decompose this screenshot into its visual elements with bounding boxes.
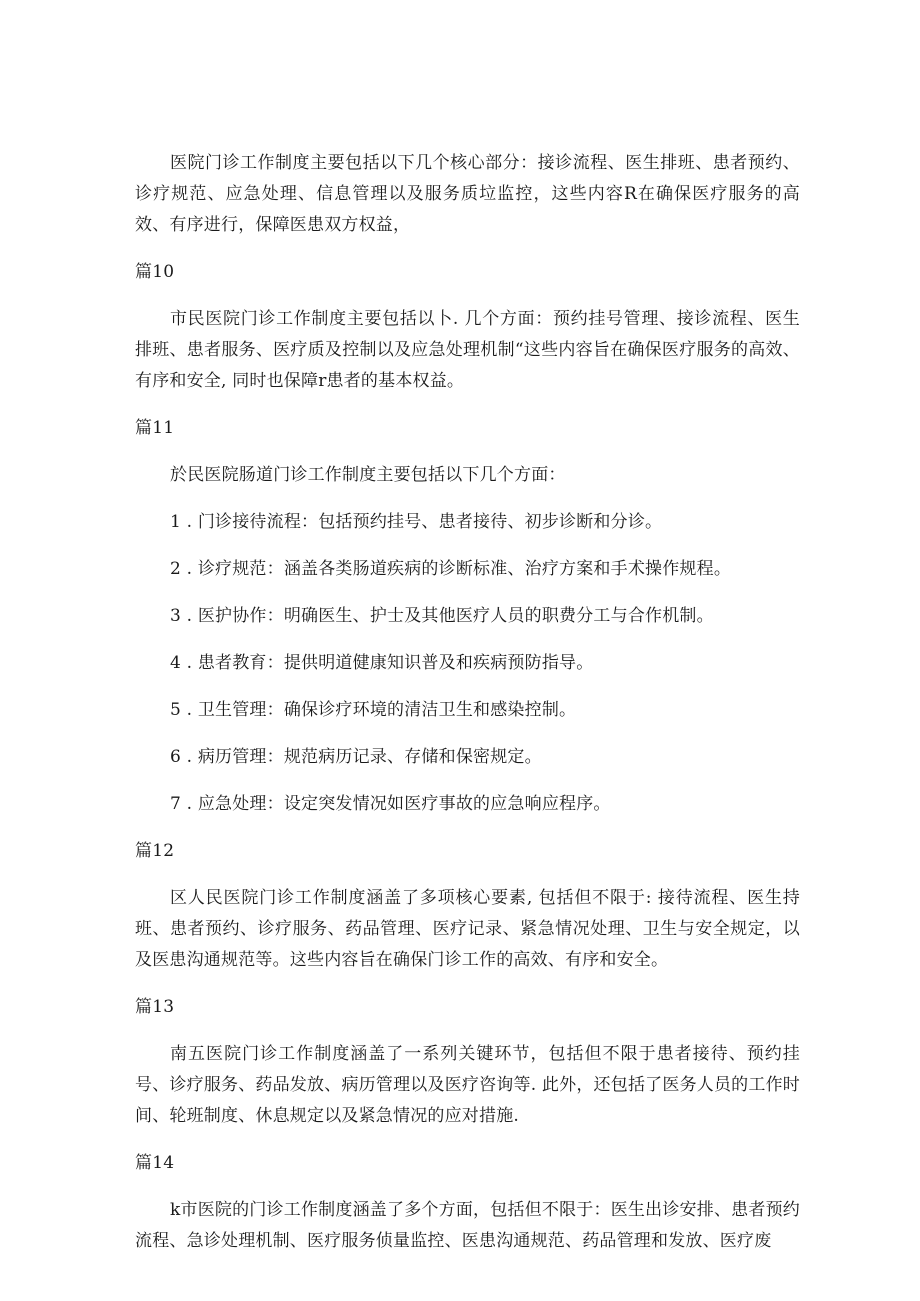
list-item: 5 . 卫生管理：确保诊疗环境的清洁卫生和感染控制。 <box>170 700 577 720</box>
section-12-paragraph: 区人民医院门诊工作制度涵盖了多项核心要素, 包括但不限于: 接待流程、医生持班、患者预约、诊疗服务、药品管理、医疗记录、紧急情况处理、卫生与安全规定，以及医患沟通规范等。这些内容旨在确保门诊工作的高效、有序和安全。 <box>135 888 800 970</box>
section-14-paragraph: k市医院的门诊工作制度涵盖了多个方面，包括但不限于：医生出诊安排、患者预约流程、急诊处理机制、医疗服务侦量监控、医患沟通规范、药品管理和发放、医疗废 <box>135 1200 800 1251</box>
section-heading-12: 篇12 <box>135 841 175 861</box>
section-heading-13: 篇13 <box>135 997 175 1017</box>
list-item: 3 . 医护协作：明确医生、护士及其他医疗人员的职费分工与合作机制。 <box>170 606 714 626</box>
list-item: 1 . 门诊接待流程：包括预约挂号、患者接待、初步诊断和分诊。 <box>170 512 663 532</box>
list-item: 7 . 应急处理：设定突发情况如医疗事故的应急响应程序。 <box>170 794 611 814</box>
section-13-paragraph: 南五医院门诊工作制度涵盖了一系列关键环节，包括但不限于患者接待、预约挂号、诊疗服务、药品发放、病历管理以及医疗咨询等. 此外，还包括了医务人员的工作时间、轮班制度、休息规定以及紧急情况的应对措施. <box>135 1044 800 1126</box>
intro-paragraph: 医院门诊工作制度主要包括以下几个核心部分：接诊流程、医生排班、患者预约、诊疗规范、应急处理、信息管理以及服务质垃监控，这些内容R在确保医疗服务的高效、有序进行，保障医患双方权益， <box>135 153 800 235</box>
section-10-paragraph: 市民医院门诊工作制度主要包括以卜. 几个方面：预约挂号管理、接诊流程、医生排班、患者服务、医疗质及控制以及应急处理机制“这些内容旨在确保医疗服务的高效、有序和安全, 同时也保障r患者的基本权益。 <box>135 309 800 391</box>
section-heading-10: 篇10 <box>135 262 175 282</box>
list-item: 2 . 诊疗规范：涵盖各类肠道疾病的诊断标准、治疗方案和手术操作规程。 <box>170 559 732 579</box>
section-11-intro: 於民医院肠道门诊工作制度主要包括以下几个方面： <box>170 465 566 485</box>
list-item: 4 . 患者教育：提供明道健康知识普及和疾病预防指导。 <box>170 653 594 673</box>
section-heading-11: 篇11 <box>135 418 175 438</box>
section-heading-14: 篇14 <box>135 1153 175 1173</box>
list-item: 6 . 病历管理：规范病历记录、存储和保密规定。 <box>170 747 542 767</box>
document-body <box>135 148 800 1257</box>
